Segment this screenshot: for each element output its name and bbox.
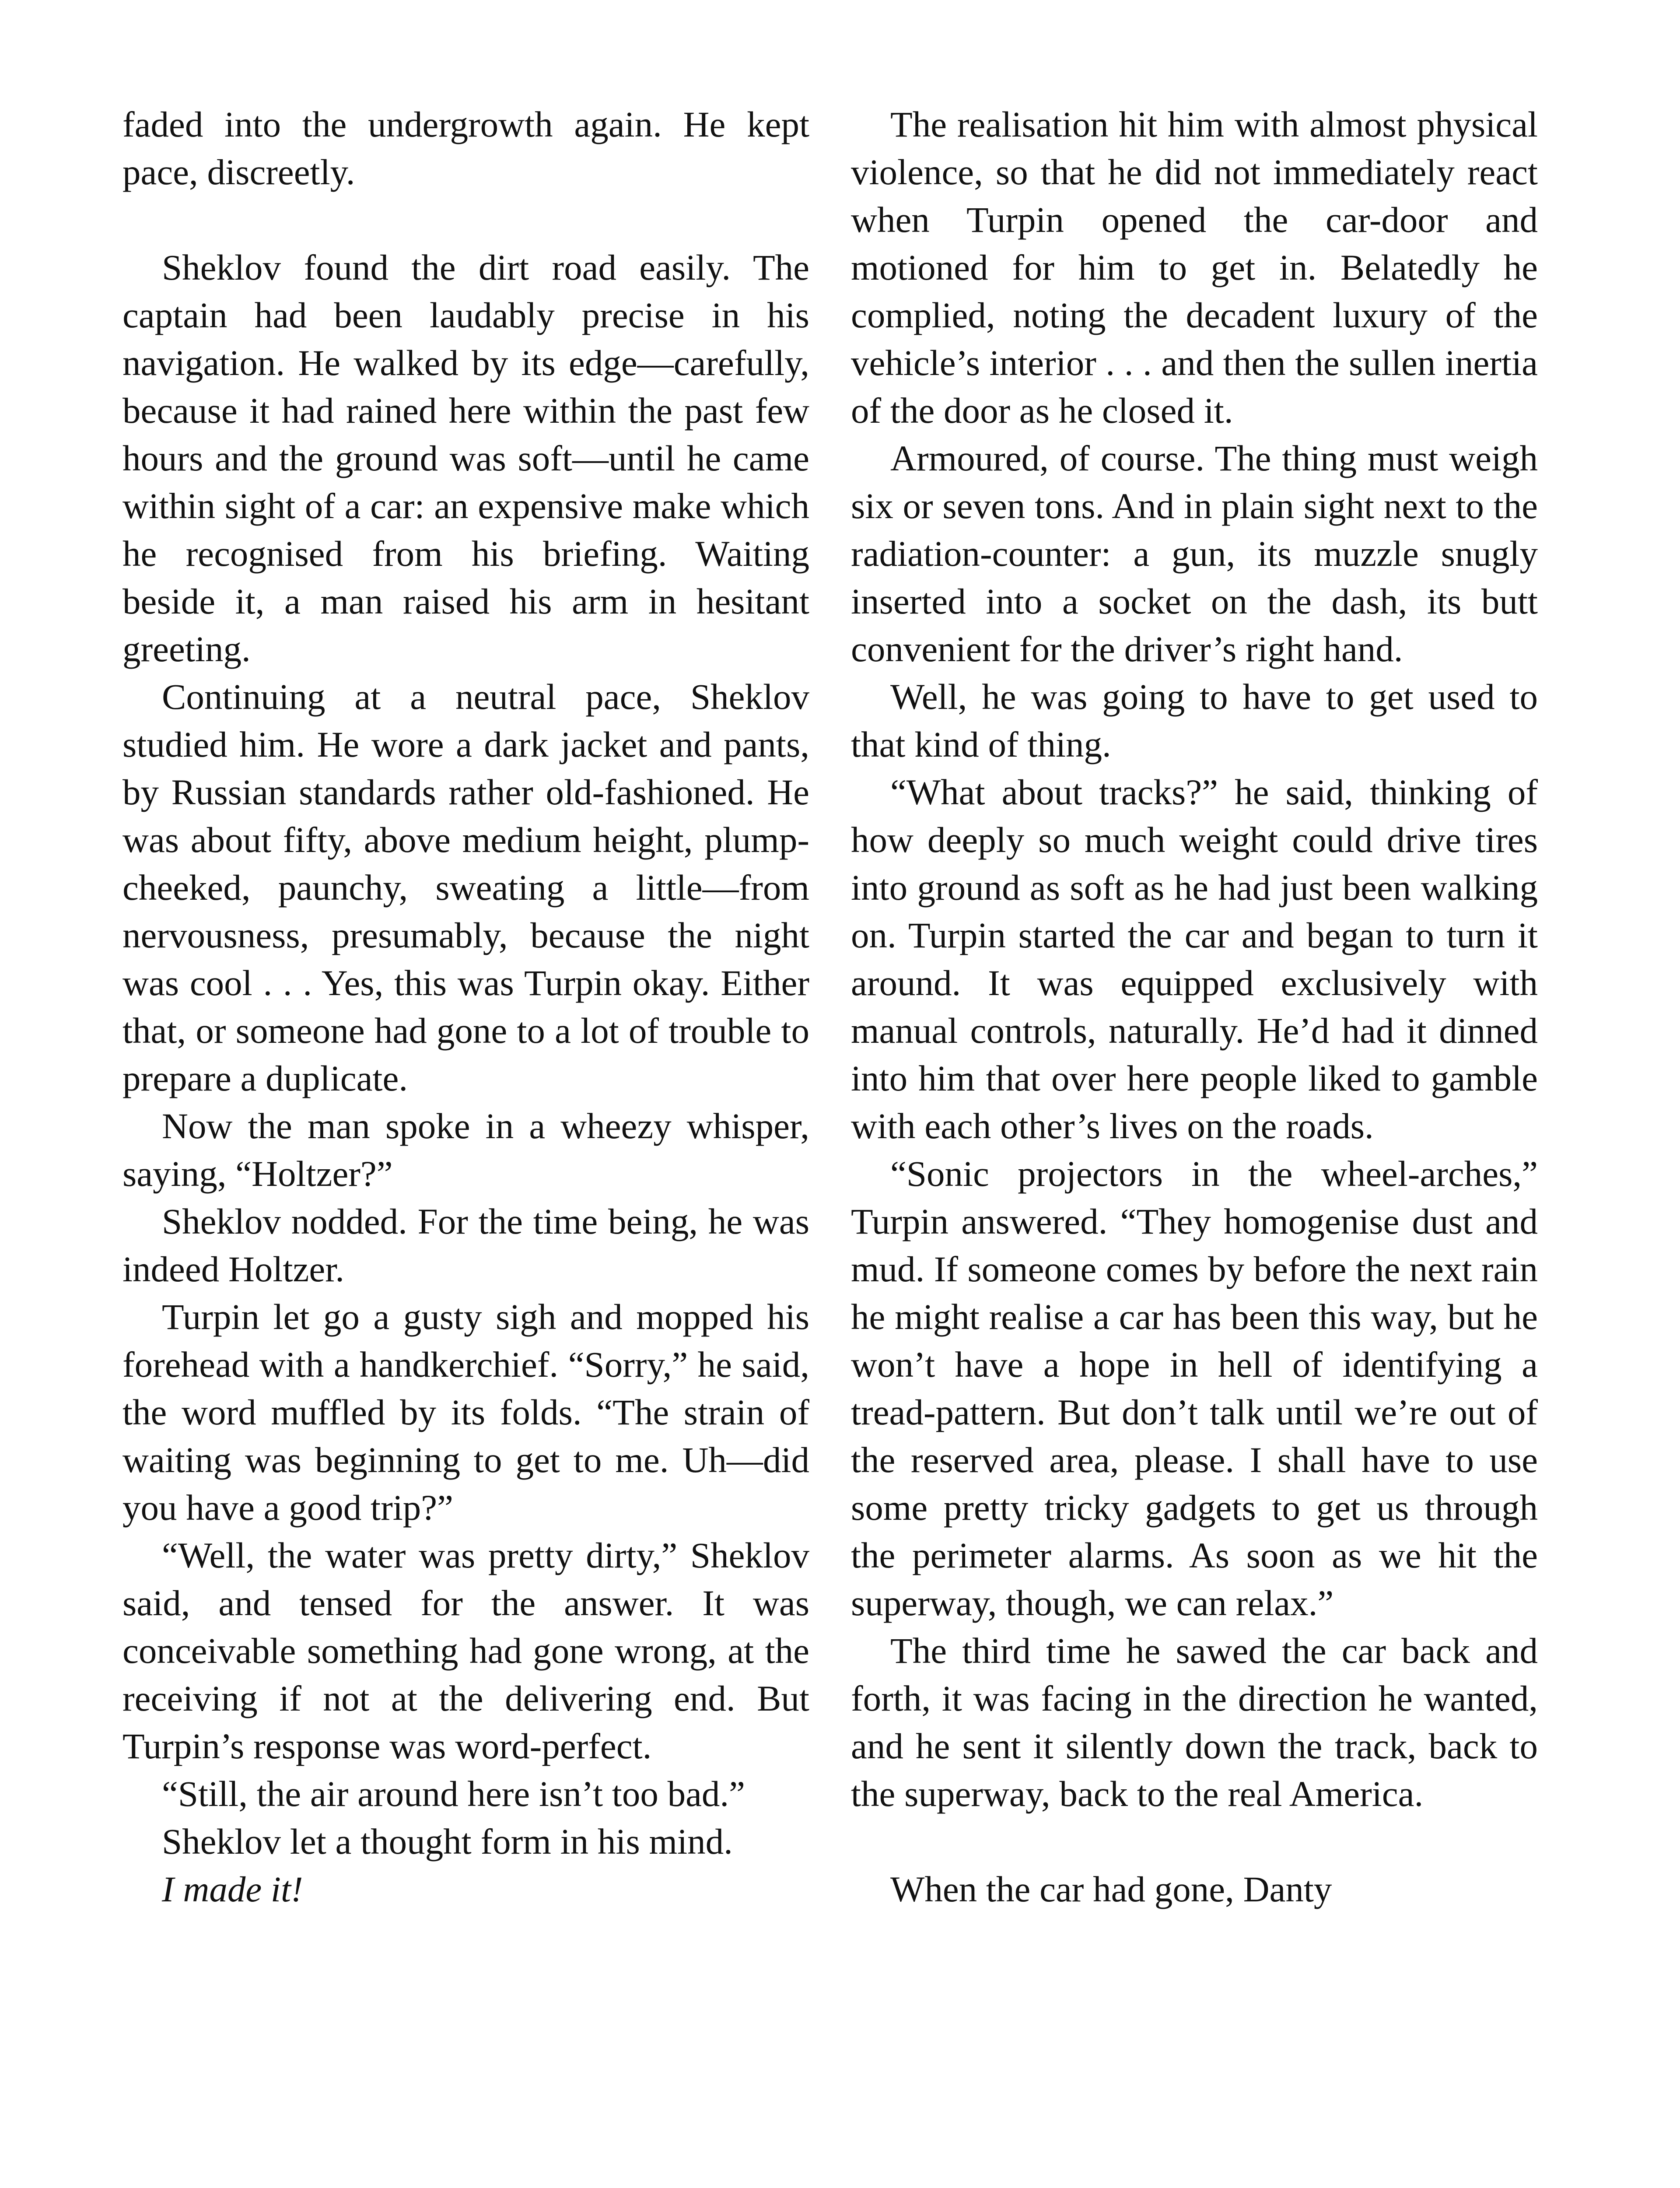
paragraph: Armoured, of course. The thing must weigh six or seven tons. And in plain sight next to the radiation-counter: a gun, its muzzle snugly inserted into a socket on the dash, its butt convenient for the driver’s right hand.	[851, 438, 1538, 669]
paragraph: The third time he sawed the car back and forth, it was facing in the direction he wanted, and he sent it silently down the track, back to the superway, back to the real America.	[851, 1630, 1538, 1814]
paragraph: “What about tracks?” he said, thinking of how deeply so much weight could drive tires into ground as soft as he had just been walking on. Turpin started the car and began to turn it around. It was equipped exclusively with manual controls, naturally. He’d had it dinned into him that over here people liked to gamble with each other’s lives on the roads.	[851, 772, 1538, 1146]
paragraph: Now the man spoke in a wheezy whisper, saying, “Holtzer?”	[122, 1106, 809, 1194]
paragraph: Continuing at a neutral pace, Sheklov studied him. He wore a dark jacket and pants, by Russian standards rather old-fashioned. He was about fifty, above medium height, plump-cheeked, paunchy, sweating a little—from nervousness, presumably, because the night was cool . . . Yes, this was Turpin okay. Either that, or someone had gone to a lot of trouble to prepare a duplicate.	[122, 677, 809, 1098]
paragraph: “Sonic projectors in the wheel-arches,” Turpin answered. “They homogenise dust and mud. If someone comes by before the next rain he might realise a car has been this way, but he won’t have a hope in hell of identifying a tread-pattern. But don’t talk until we’re out of the reserved area, please. I shall have to use some pretty tricky gadgets to get us through the perimeter alarms. As soon as we hit the superway, though, we can relax.”	[851, 1154, 1538, 1623]
right-text-column	[851, 101, 1538, 1913]
italic-thought: I made it!	[162, 1869, 303, 1909]
paragraph: When the car had gone, Danty	[890, 1869, 1332, 1909]
paragraph: Well, he was going to have to get used to that kind of thing.	[851, 677, 1538, 764]
paragraph: Sheklov let a thought form in his mind.	[162, 1821, 733, 1862]
left-text-column	[122, 101, 809, 1913]
paragraph: faded into the undergrowth again. He kept pace, discreetly.	[122, 104, 809, 192]
paragraph: “Still, the air around here isn’t too bad.”	[162, 1774, 746, 1814]
paragraph: Sheklov nodded. For the time being, he was indeed Holtzer.	[122, 1201, 809, 1289]
paragraph: Sheklov found the dirt road easily. The captain had been laudably precise in his navigation. He walked by its edge—carefully, because it had rained here within the past few hours and the ground was soft—until he came within sight of a car: an expensive make which he recognised from his briefing. Waiting beside it, a man raised his arm in hesitant greeting.	[122, 247, 809, 669]
paragraph: The realisation hit him with almost physical violence, so that he did not immediately react when Turpin opened the car-door and motioned for him to get in. Belatedly he complied, noting the decadent luxury of the vehicle’s interior . . . and then the sullen inertia of the door as he closed it.	[851, 104, 1538, 431]
paragraph: Turpin let go a gusty sigh and mopped his forehead with a handkerchief. “Sorry,” he said, the word muffled by its folds. “The strain of waiting was beginning to get to me. Uh—did you have a good trip?”	[122, 1297, 809, 1528]
paragraph: “Well, the water was pretty dirty,” Sheklov said, and tensed for the answer. It was conceivable something had gone wrong, at the receiving if not at the delivering end. But Turpin’s response was word-perfect.	[122, 1535, 809, 1766]
